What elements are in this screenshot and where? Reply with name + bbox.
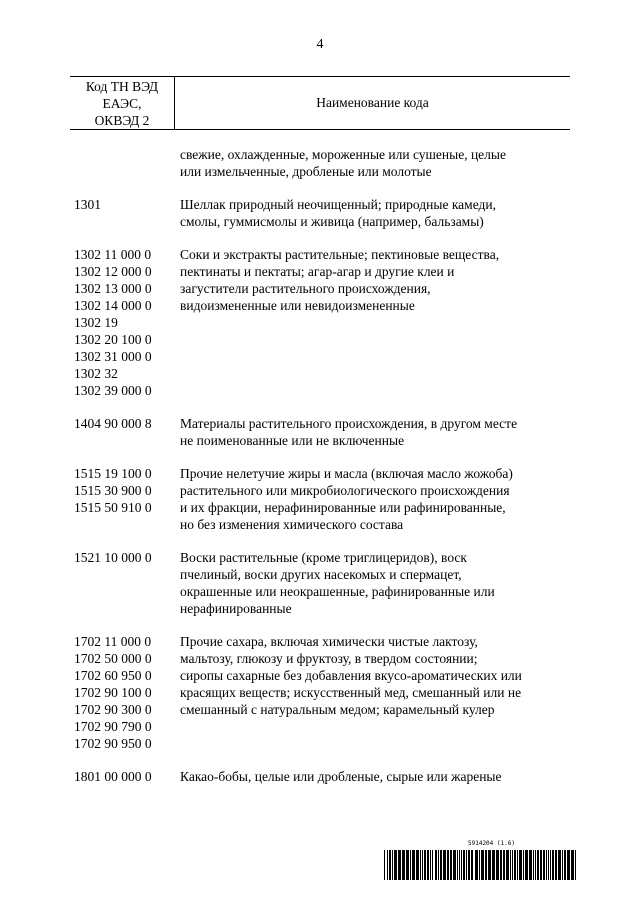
barcode-caption: 5914204 (1.6) [468,840,515,847]
code-value: 1302 32 [74,366,118,381]
code-value: 1702 90 100 0 [74,685,152,700]
code-value: 1302 14 000 0 [74,298,152,313]
code-value: 1301 [74,197,101,212]
code-value: 1702 90 300 0 [74,702,152,717]
code-value: 1302 20 100 0 [74,332,152,347]
code-value: 1302 19 [74,315,118,330]
row-description: свежие, охлажденные, мороженные или сушеные, целые или измельченные, дробленые или молотые [180,147,506,179]
code-value: 1702 50 000 0 [74,651,152,666]
page-number: 4 [316,37,324,52]
table-row [74,196,574,230]
header-code-line: ОКВЭД 2 [94,112,150,128]
table-row [74,549,574,617]
code-value: 1302 11 000 0 [74,247,152,262]
barcode-bars [384,850,578,880]
code-value: 1515 19 100 0 [74,466,152,481]
code-value: 1302 12 000 0 [74,264,152,279]
header-code-line: Код ТН ВЭД [85,78,159,94]
table-row [74,633,574,752]
code-value: 1302 31 000 0 [74,349,152,364]
header-name-column: Наименование кода [316,95,429,110]
table-row [74,146,574,180]
code-value: 1302 13 000 0 [74,281,152,296]
code-value: 1702 11 000 0 [74,634,152,649]
table-row [74,465,574,533]
header-code-column [70,77,175,129]
row-codes [74,549,180,617]
row-description: Прочие сахара, включая химически чистые лактозу, мальтозу, глюкозу и фруктозу, в твердом состоянии; сиропы сахарные без добавления вкусо-ароматических или красящих веществ; искусственный мед, смешанный или не смешанный с натуральным медом; карамельный кулер [180,634,522,717]
row-codes [74,768,180,785]
row-description: Какао-бобы, целые или дробленые, сырые или жареные [180,769,502,784]
code-value: 1702 60 950 0 [74,668,152,683]
code-value: 1515 50 910 0 [74,500,152,515]
code-value: 1801 00 000 0 [74,769,152,784]
row-codes [74,415,180,449]
table-row [74,415,574,449]
row-codes [74,465,180,533]
row-description: Воски растительные (кроме триглицеридов), воск пчелиный, воски других насекомых и спермацет, окрашенные или неокрашенные, рафинированные или нерафинированные [180,550,495,616]
header-code-line: ЕАЭС, [102,95,142,111]
code-value: 1702 90 790 0 [74,719,152,734]
code-value: 1515 30 900 0 [74,483,152,498]
row-description: Прочие нелетучие жиры и масла (включая масло жожоба) растительного или микробиологического происхождения и их фракции, нерафинированные или рафинированные, но без изменения химического состава [180,466,513,532]
code-value: 1521 10 000 0 [74,550,152,565]
table-row [74,768,574,785]
table-row [74,246,574,399]
row-codes [74,196,180,230]
row-description: Шеллак природный неочищенный; природные камеди, смолы, гуммисмолы и живица (например, бальзамы) [180,197,496,229]
row-codes [74,146,180,180]
row-description: Соки и экстракты растительные; пектиновые вещества, пектинаты и пектаты; агар-агар и другие клеи и загустители растительного происхождения, видоизмененные или невидоизмененные [180,247,500,313]
row-codes [74,246,180,399]
code-value: 1404 90 000 8 [74,416,152,431]
table-header [70,76,570,130]
row-description: Материалы растительного происхождения, в другом месте не поименованные или не включенные [180,416,518,448]
code-value: 1302 39 000 0 [74,383,152,398]
code-value: 1702 90 950 0 [74,736,152,751]
row-codes [74,633,180,752]
table-body [74,146,574,801]
